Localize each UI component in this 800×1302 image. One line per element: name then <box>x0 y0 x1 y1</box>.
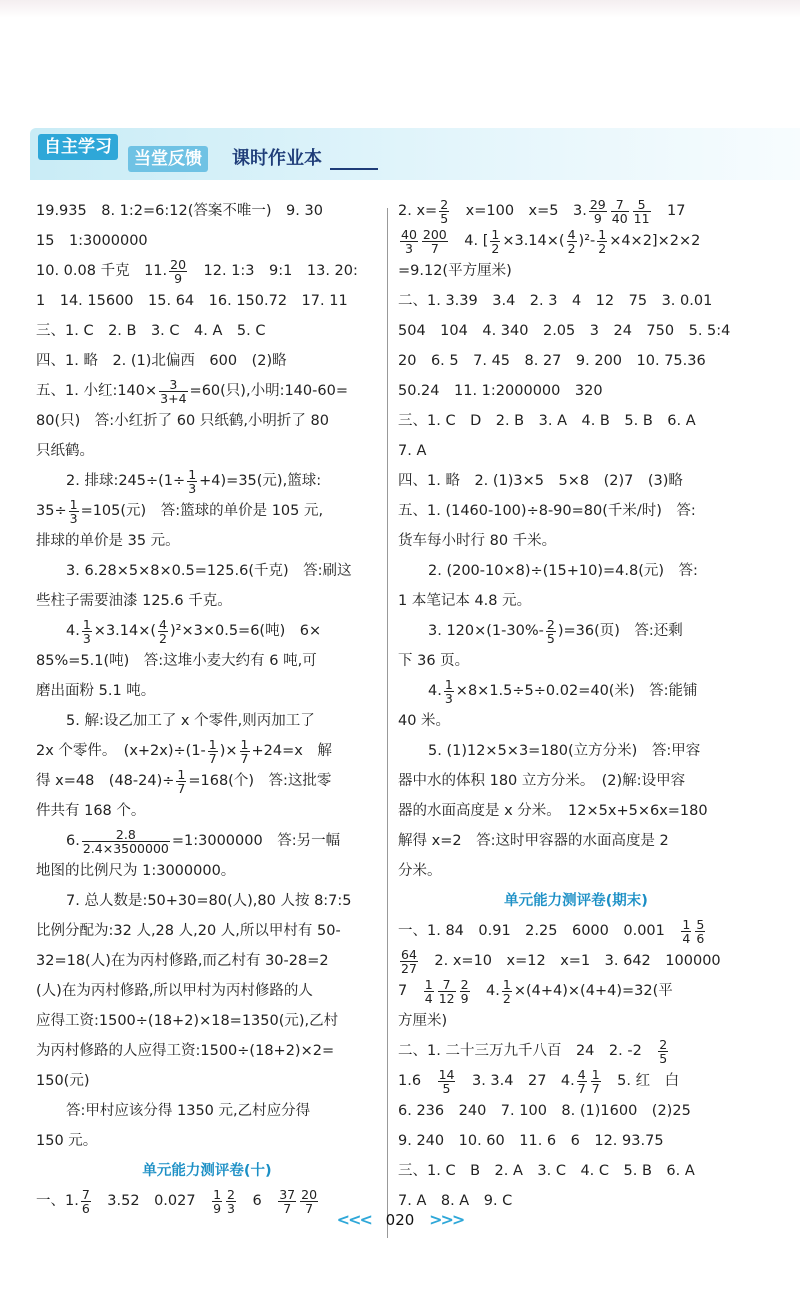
answer-line: 3. 6.28×5×8×0.5=125.6(千克) 答:刷这 <box>66 563 352 579</box>
fraction <box>82 618 92 645</box>
text-segment: 20 <box>170 256 187 272</box>
text-segment: 2 <box>659 1036 668 1052</box>
answer-line: 货车每小时行 80 千米。 <box>398 533 557 549</box>
answer-line <box>36 496 378 526</box>
answer-line: 80(只) 答:小红折了 60 只纸鹤,小明折了 80 <box>36 413 329 429</box>
answer-line: 些柱子需要油漆 125.6 千克。 <box>36 593 232 609</box>
text-segment: 20 <box>301 1186 318 1202</box>
text-segment: 5 <box>442 1080 451 1096</box>
text-segment: 1 <box>491 226 500 242</box>
fraction <box>444 678 454 705</box>
text-segment: 5 <box>696 916 705 932</box>
answer-line: 应得工资:1500÷(18+2)×18=1350(元),乙村 <box>36 1013 339 1029</box>
top-band <box>0 0 800 18</box>
text-segment: 7 <box>81 1186 90 1202</box>
text-segment: 4 <box>682 930 691 946</box>
text-segment: ×3.14×( <box>502 233 565 249</box>
answer-line: 排球的单价是 35 元。 <box>36 533 180 549</box>
fraction <box>502 978 512 1005</box>
text-segment: 2 <box>159 630 167 646</box>
text-segment: 1 <box>240 736 249 752</box>
text-segment: 12 <box>438 990 455 1006</box>
text-segment: 64 <box>401 946 417 962</box>
text-segment: +24=x 解 <box>251 743 332 759</box>
answer-line <box>36 466 378 496</box>
text-segment: +4)=35(元),篮球: <box>199 473 322 489</box>
answer-line <box>398 946 754 976</box>
answer-line: 6. 236 240 7. 100 8. (1)1600 (2)25 <box>398 1103 691 1119</box>
answer-line <box>36 376 378 406</box>
text-segment: 3 <box>188 480 197 496</box>
text-segment: 2 <box>491 240 500 256</box>
text-segment: 1 <box>208 736 217 752</box>
answer-line <box>36 736 378 766</box>
text-segment: 2 <box>546 616 555 632</box>
fraction <box>187 468 197 495</box>
text-segment: 2 <box>460 976 469 992</box>
answer-line <box>398 976 754 1006</box>
fraction <box>490 228 500 255</box>
text-segment: 6 <box>696 930 705 946</box>
answer-line: 器中水的体积 180 立方分米。 (2)解:设甲容 <box>398 773 686 789</box>
text-segment: ×3.14×( <box>93 623 157 639</box>
text-segment: 6 <box>238 1193 277 1209</box>
fraction <box>439 198 449 225</box>
text-segment: 2. x= <box>398 203 438 219</box>
text-segment: 1 <box>591 1066 600 1082</box>
answer-line: 5. (1)12×5×3=180(立方分米) 答:甲容 <box>428 743 701 759</box>
text-segment: 五、1. 小红:140× <box>36 383 158 399</box>
text-segment: 得 x=48 (48-24)÷ <box>36 773 175 789</box>
text-segment: 7 <box>398 983 422 999</box>
answer-line: 磨出面粉 5.1 吨。 <box>36 683 156 699</box>
text-segment: 一、1. 84 0.91 2.25 6000 0.001 <box>398 923 680 939</box>
answer-line: 为丙村修路的人应得工资:1500÷(18+2)×2= <box>36 1043 335 1059</box>
text-segment: 2 <box>502 990 511 1006</box>
page-header <box>30 128 800 186</box>
text-segment: 2x 个零件。 (x+2x)÷(1- <box>36 743 206 759</box>
fraction <box>633 198 651 225</box>
text-segment: 7 <box>177 780 186 796</box>
answer-line: 1 本笔记本 4.8 元。 <box>398 593 532 609</box>
text-segment: 14 <box>438 1066 455 1082</box>
fraction <box>589 198 607 225</box>
text-segment: 40 <box>611 210 628 226</box>
text-segment: 3 <box>82 630 91 646</box>
text-segment: 二、1. 二十三万九千八百 24 2. -2 <box>398 1043 657 1059</box>
answer-line <box>36 616 378 646</box>
text-segment: 12. 1:3 9:1 13. 20: <box>189 263 358 279</box>
answer-line: 四、1. 略 2. (1)3×5 5×8 (2)7 (3)略 <box>398 473 683 489</box>
header-tag-self-study: 自主学习 <box>38 134 118 160</box>
text-segment: x=100 x=5 3. <box>451 203 587 219</box>
fraction <box>424 978 434 1005</box>
text-segment: 7 <box>591 1080 600 1096</box>
page-footer <box>0 1210 800 1229</box>
text-segment: 2 <box>440 196 449 212</box>
text-segment: 3.52 0.027 <box>92 1193 211 1209</box>
answer-line: 三、1. C B 2. A 3. C 4. C 5. B 6. A <box>398 1163 695 1179</box>
answer-line: =9.12(平方厘米) <box>398 263 512 279</box>
answer-line: 地图的比例尺为 1:3000000。 <box>36 863 236 879</box>
header-tag-feedback: 当堂反馈 <box>128 146 208 172</box>
fraction <box>240 738 250 765</box>
answer-line: 32=18(人)在为丙村修路,而乙村有 30-28=2 <box>36 953 329 969</box>
answer-line: 件共有 168 个。 <box>36 803 146 819</box>
text-segment: 4. <box>471 983 500 999</box>
text-segment: )²- <box>578 233 596 249</box>
answer-line: 2. (200-10×8)÷(15+10)=4.8(元) 答: <box>428 563 698 579</box>
answer-line: 9. 240 10. 60 11. 6 6 12. 93.75 <box>398 1133 664 1149</box>
text-segment: =1:3000000 答:另一幅 <box>171 833 341 849</box>
answer-line: (人)在为丙村修路,所以甲村为丙村修路的人 <box>36 983 313 999</box>
text-segment: 6 <box>81 1200 90 1216</box>
fraction <box>597 228 607 255</box>
text-segment: 3 <box>404 240 413 256</box>
answer-line: 19.935 8. 1:2=6:12(答案不唯一) 9. 30 <box>36 203 323 219</box>
fraction <box>159 378 187 405</box>
fraction <box>460 978 470 1005</box>
answer-line: 分米。 <box>398 863 442 879</box>
answer-line <box>36 256 378 286</box>
text-segment: 5. 红 白 <box>602 1073 680 1089</box>
text-segment: =168(个) 答:这批零 <box>188 773 332 789</box>
text-segment: ×8×1.5÷5÷0.02=40(米) 答:能铺 <box>455 683 698 699</box>
text-segment: 1 <box>177 766 186 782</box>
answer-line: 20 6. 5 7. 45 8. 27 9. 200 10. 75.36 <box>398 353 706 369</box>
right-column <box>398 196 754 1216</box>
text-segment: 6. <box>66 833 80 849</box>
fraction <box>169 258 187 285</box>
answer-line: 解得 x=2 答:这时甲容器的水面高度是 2 <box>398 833 669 849</box>
text-segment: 7 <box>208 750 217 766</box>
answer-line: 答:甲村应该分得 1350 元,乙村应分得 <box>66 1103 311 1119</box>
answer-line: 器的水面高度是 x 分米。 12×5x+5×6x=180 <box>398 803 708 819</box>
text-segment: 11 <box>633 210 650 226</box>
text-segment: 200 <box>422 226 447 242</box>
text-segment: 35÷ <box>36 503 67 519</box>
text-segment: 1.6 <box>398 1073 436 1089</box>
text-segment: 9 <box>213 1200 222 1216</box>
text-segment: 1 <box>188 466 197 482</box>
answer-line: 7. A 8. A 9. C <box>398 1193 513 1209</box>
fraction <box>176 768 186 795</box>
fraction <box>611 198 629 225</box>
text-segment: 9 <box>174 270 183 286</box>
text-segment: ×(4+4)×(4+4)=32(平 <box>513 983 673 999</box>
answer-line <box>398 1036 754 1066</box>
text-segment: 5 <box>546 630 555 646</box>
text-segment: 17 <box>652 203 686 219</box>
text-segment: 1 <box>69 496 78 512</box>
answer-line: 15 1:3000000 <box>36 233 148 249</box>
answer-line: 504 104 4. 340 2.05 3 24 750 5. 5:4 <box>398 323 731 339</box>
fraction <box>158 618 168 645</box>
answer-line <box>398 616 754 646</box>
answer-line: 5. 解:设乙加工了 x 个零件,则丙加工了 <box>66 713 315 729</box>
text-segment: 2 <box>227 1186 235 1202</box>
text-segment: 29 <box>589 196 606 212</box>
left-column <box>36 196 378 1216</box>
text-segment: 40 <box>401 226 417 242</box>
chevron-left-icon: <<< <box>336 1210 371 1229</box>
text-segment: 2. 排球:245÷(1÷ <box>66 473 186 489</box>
answer-line: 五、1. (1460-100)÷8-90=80(千米/时) 答: <box>398 503 696 519</box>
text-segment: 1 <box>502 976 511 992</box>
answer-line: 7. 总人数是:50+30=80(人),80 人按 8:7:5 <box>66 893 352 909</box>
text-segment: 7 <box>577 1080 586 1096</box>
fraction <box>82 828 170 855</box>
text-segment: 27 <box>401 960 417 976</box>
text-segment: 7 <box>240 750 249 766</box>
text-segment: 9 <box>460 990 469 1006</box>
text-segment: 4. <box>428 683 442 699</box>
answer-line: 比例分配为:32 人,28 人,20 人,所以甲村有 50- <box>36 923 341 939</box>
header-underline <box>330 168 378 170</box>
text-segment: 1 <box>82 616 91 632</box>
fraction <box>658 1038 668 1065</box>
answer-line <box>398 916 754 946</box>
fraction <box>422 228 448 255</box>
answer-line: 方厘米) <box>398 1013 448 1029</box>
text-segment: 1 <box>598 226 607 242</box>
fraction <box>438 978 456 1005</box>
text-segment: 4. [ <box>449 233 489 249</box>
fraction <box>577 1068 587 1095</box>
text-segment: 一、1. <box>36 1193 79 1209</box>
section-title: 单元能力测评卷(十) <box>142 1163 272 1179</box>
answer-line <box>36 766 378 796</box>
answer-line: 只纸鹤。 <box>36 443 94 459</box>
fraction <box>546 618 556 645</box>
answer-line: 40 米。 <box>398 713 451 729</box>
text-segment: 7 <box>283 1200 292 1216</box>
header-title: 课时作业本 <box>232 148 322 169</box>
fraction <box>438 1068 456 1095</box>
text-segment: 1 <box>424 976 433 992</box>
text-segment: 4. <box>66 623 80 639</box>
text-segment: 37 <box>279 1186 296 1202</box>
fraction <box>69 498 79 525</box>
text-segment: 1 <box>682 916 691 932</box>
answer-line: 7. A <box>398 443 427 459</box>
text-segment: )=36(页) 答:还剩 <box>557 623 683 639</box>
text-segment: 7 <box>305 1200 314 1216</box>
section-title: 单元能力测评卷(期末) <box>504 893 648 909</box>
answer-line: 下 36 页。 <box>398 653 470 669</box>
fraction <box>591 1068 601 1095</box>
answer-line: 二、1. 3.39 3.4 2. 3 4 12 75 3. 0.01 <box>398 293 713 309</box>
text-segment: 7 <box>430 240 439 256</box>
text-segment: )× <box>219 743 238 759</box>
answer-line: 三、1. C D 2. B 3. A 4. B 5. B 6. A <box>398 413 696 429</box>
text-segment: 4 <box>159 616 167 632</box>
column-divider <box>387 208 388 1238</box>
answer-line: 50.24 11. 1:2000000 320 <box>398 383 603 399</box>
text-segment: =105(元) 答:篮球的单价是 105 元, <box>80 503 324 519</box>
fraction <box>681 918 691 945</box>
fraction <box>695 918 705 945</box>
answer-line: 四、1. 略 2. (1)北偏西 600 (2)略 <box>36 353 287 369</box>
text-segment: 3+4 <box>160 390 187 406</box>
answer-line: 150 元。 <box>36 1133 98 1149</box>
text-segment: 1 <box>213 1186 222 1202</box>
text-segment: =60(只),小明:140-60= <box>189 383 348 399</box>
text-segment: 3. 120×(1-30%- <box>428 623 544 639</box>
text-segment: 5 <box>633 198 651 212</box>
answer-line: 85%=5.1(吨) 答:这堆小麦大约有 6 吨,可 <box>36 653 317 669</box>
answer-line: 1 14. 15600 15. 64 16. 150.72 17. 11 <box>36 293 348 309</box>
fraction <box>208 738 218 765</box>
answer-line <box>398 676 754 706</box>
text-segment: 3 <box>69 510 78 526</box>
text-segment: 2 <box>567 240 576 256</box>
answer-line: 三、1. C 2. B 3. C 4. A 5. C <box>36 323 266 339</box>
page-number: 020 <box>385 1211 415 1229</box>
text-segment: 10. 0.08 千克 11. <box>36 263 168 279</box>
text-segment: 4 <box>424 990 433 1006</box>
answer-line: 150(元) <box>36 1073 90 1089</box>
text-segment: )²×3×0.5=6(吨) 6× <box>170 623 322 639</box>
fraction <box>400 228 418 255</box>
answer-line <box>398 196 754 226</box>
text-segment: ×4×2]×2×2 <box>609 233 701 249</box>
text-segment: 5 <box>440 210 449 226</box>
text-segment: 7 <box>611 198 629 212</box>
text-segment: 7 <box>438 978 456 992</box>
text-segment: 2 <box>598 240 607 256</box>
text-segment: 9 <box>593 210 602 226</box>
text-segment: 3 <box>227 1200 235 1216</box>
text-segment: 1 <box>444 676 453 692</box>
text-segment: 2.4×3500000 <box>82 840 169 856</box>
text-segment: 5 <box>659 1050 668 1066</box>
fraction <box>400 948 418 975</box>
text-segment: 4 <box>567 226 576 242</box>
answer-line <box>398 1066 754 1096</box>
text-segment: 3. 3.4 27 4. <box>457 1073 575 1089</box>
text-segment: 3 <box>159 378 187 392</box>
chevron-right-icon: >>> <box>429 1210 464 1229</box>
answer-line <box>36 826 378 856</box>
fraction <box>567 228 577 255</box>
text-segment: 4 <box>577 1066 586 1082</box>
text-segment: 2. x=10 x=12 x=1 3. 642 100000 <box>419 953 721 969</box>
text-segment: 3 <box>444 690 453 706</box>
answer-line <box>398 226 754 256</box>
text-segment: 2.8 <box>82 828 170 842</box>
